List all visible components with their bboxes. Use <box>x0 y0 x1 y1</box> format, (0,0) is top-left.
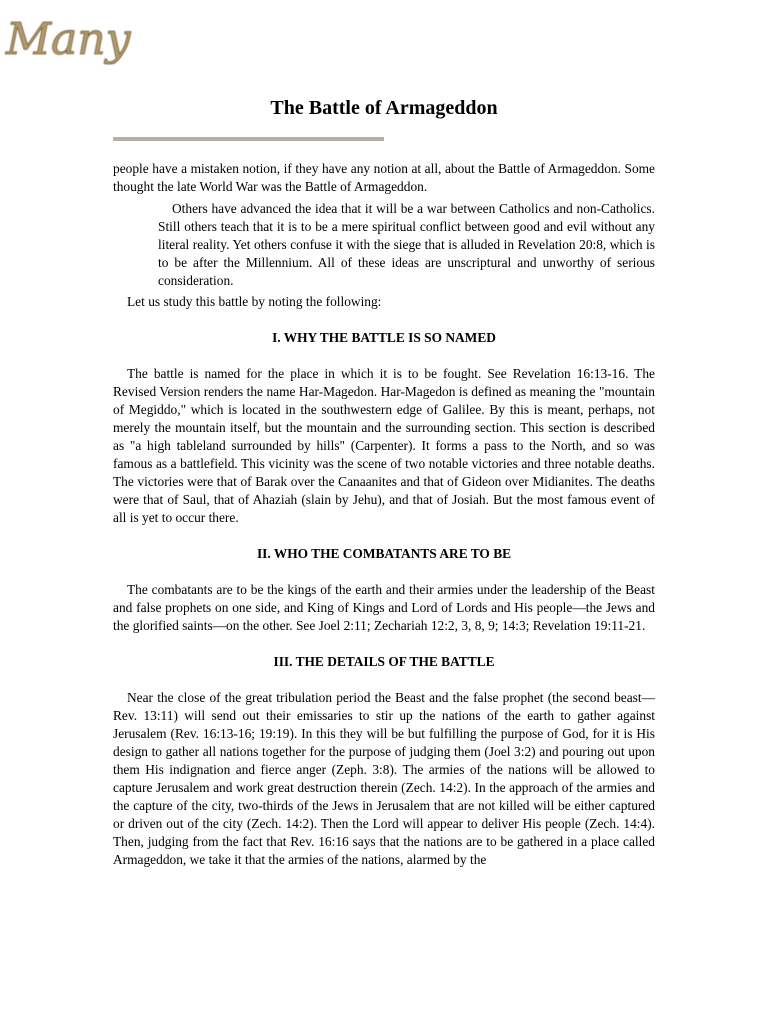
page-title: The Battle of Armageddon <box>270 97 498 119</box>
logo-text: Many <box>6 14 131 65</box>
paragraph-lets-study: Let us study this battle by noting the following: <box>127 294 382 309</box>
paragraph-others: Others have advanced the idea that it will be a war between Catholics and non-Catholics. Still others teach that it is to be a mere spiritual conflict between good and evil without any literal reality. Yet others confuse it with the siege that is alluded in Revelation 20:8, which is to be after the Millennium. All of these ideas are unscriptural and unworthy of serious consideration. <box>158 201 655 288</box>
many-logo-script <box>4 4 134 74</box>
section-heading-2: II. WHO THE COMBATANTS ARE TO BE <box>256 546 512 561</box>
paragraph-combatants: The combatants are to be the kings of the earth and their armies under the leadership of the Beast and false prophets on one side, and King of Kings and Lord of Lords and His people—the Jews and the glorified saints—on the other. See Joel 2:11; Zechariah 12:2, 3, 8, 9; 14:3; Revelation 19:11-21. <box>113 582 655 633</box>
paragraph-intro: people have a mistaken notion, if they have any notion at all, about the Battle of Armageddon. Some thought the late World War was the Battle of Armageddon. <box>113 161 655 194</box>
paragraph-named: The battle is named for the place in which it is to be fought. See Revelation 16:13-16. The Revised Version renders the name Har-Magedon. Har-Magedon is defined as meaning the "mountain of Megiddo," which is located in the southwestern edge of Galilee. By this is meant, perhaps, not merely the mountain itself, but the mountain and the surrounding section. This section is described as "a high tableland surrounded by hills" (Carpenter). It forms a pass to the North, and so was famous as a battlefield. This vicinity was the scene of two notable victories and three notable deaths. The victories were that of Barak over the Canaanites and that of Gideon over Midianites. The deaths were that of Saul, that of Ahaziah (slain by Jehu), and that of Josiah. But the most famous event of all is yet to occur there. <box>113 366 655 525</box>
section-heading-1: I. WHY THE BATTLE IS SO NAMED <box>272 330 496 345</box>
section-heading-3: III. THE DETAILS OF THE BATTLE <box>273 654 495 669</box>
document-body <box>113 160 655 869</box>
title-divider <box>113 137 384 141</box>
many-logo <box>4 4 134 74</box>
paragraph-details: Near the close of the great tribulation period the Beast and the false prophet (the second beast—Rev. 13:11) will send out their emissaries to stir up the nations of the earth to gather against Jerusalem (Rev. 16:13-16; 19:19). In this they will be but fulfilling the purpose of God, for it is His design to gather all nations together for the purpose of judging them (Joel 3:2) and pouring out upon them His indignation and fierce anger (Zeph. 3:8). The armies of the nations will be allowed to capture Jerusalem and work great destruction therein (Zech. 14:2). In the approach of the armies and the capture of the city, two-thirds of the Jews in Jerusalem that are not killed will be either captured or driven out of the city (Zech. 14:2). Then the Lord will appear to deliver His people (Zech. 14:4). Then, judging from the fact that Rev. 16:16 says that the nations are to be gathered in a place called Armageddon, we take it that the armies of the nations, alarmed by the <box>113 690 655 867</box>
